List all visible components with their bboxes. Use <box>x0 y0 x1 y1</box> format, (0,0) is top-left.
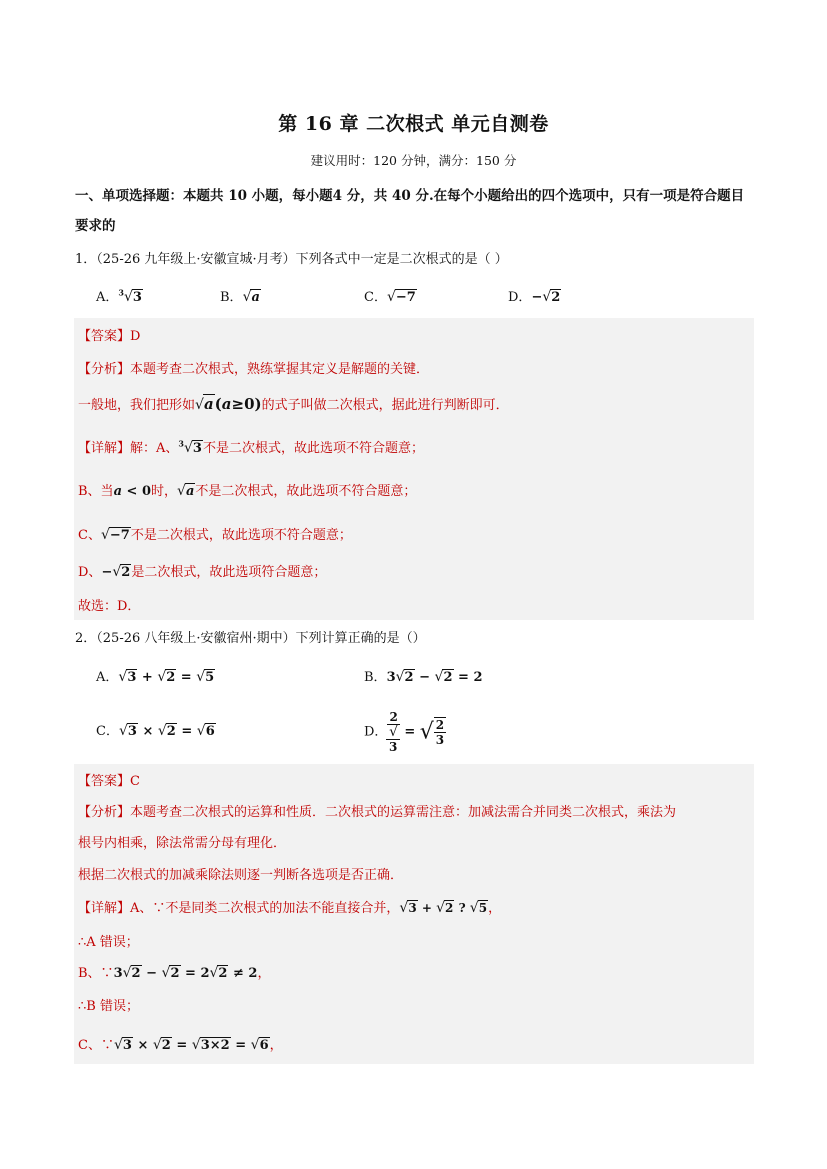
exam-time-score: 建议用时：120 分钟，满分：150 分 <box>310 153 517 168</box>
option-letter: D． <box>364 724 388 740</box>
q2-option-a: A．√3 + √2 = √5 <box>96 669 215 685</box>
analysis-text: 的式子叫做二次根式，据此进行判断即可． <box>261 398 509 413</box>
q1-detail-d: D、−√2是二次根式，故此选项符合题意； <box>78 564 327 580</box>
option-letter: C． <box>364 290 387 305</box>
q2-detail-b: B、∵3√2 − √2 = 2√2 ≠ 2， <box>78 965 271 981</box>
detail-text: B、∵ <box>78 966 114 981</box>
detail-text: B、当 <box>78 484 114 499</box>
q2-detail-a: 【详解】A、∵不是同类二次根式的加法不能直接合并，√3 + √2 ? √5， <box>78 900 502 916</box>
option-letter: B． <box>364 670 387 685</box>
q2-option-b: B．3√2 − √2 = 2 <box>364 669 483 685</box>
q2-analysis-cont: 根号内相乘，除法常需分母有理化． <box>78 836 287 851</box>
q1-analysis-2: 一般地，我们把形如√a(a≥0)的式子叫做二次根式，据此进行判断即可． <box>78 395 509 413</box>
section-heading: 一、单项选择题：本题共 10 小题，每小题4 分，共 40 分.在每个小题给出的四个选项中，只有一项是符合题目要求的 <box>75 188 745 234</box>
detail-text: 不是二次根式，故此选项不符合题意； <box>195 484 417 499</box>
q1-option-d: D．−√2 <box>508 289 561 305</box>
q2-detail-b-error: ∴B 错误； <box>78 999 139 1014</box>
detail-label: 【详解】 <box>78 441 131 456</box>
option-letter: D． <box>508 290 532 305</box>
detail-text: C、∵ <box>78 1038 114 1053</box>
question-2-stem: 2．（25-26 八年级上·安徽宿州·期中）下列计算正确的是（） <box>75 631 426 646</box>
q2-detail-c: C、∵√3 × √2 = √3×2 = √6， <box>78 1037 283 1053</box>
q1-answer-box <box>74 318 754 620</box>
detail-text: 是二次根式，故此选项符合题意； <box>131 565 327 580</box>
q1-answer: 【答案】D <box>78 329 141 344</box>
q1-detail-c: C、√−7不是二次根式，故此选项不符合题意； <box>78 527 352 543</box>
q2-analysis-2: 根据二次根式的加减乘除法则逐一判断各选项是否正确． <box>78 868 404 883</box>
detail-text: ， <box>269 1038 283 1053</box>
page-title: 第 16 章 二次根式 单元自测卷 <box>278 113 549 135</box>
q2-option-d: D． 2 √ 3 = √ $\frac{2}{3}$ <box>364 710 445 754</box>
detail-text: 不是二次根式，故此选项不符合题意； <box>130 528 352 543</box>
q2-option-c: C．√3 × √2 = √6 <box>96 723 215 739</box>
q2-answer-box <box>74 764 754 1064</box>
option-letter: A． <box>96 290 119 305</box>
analysis-text: 一般地，我们把形如 <box>78 398 196 413</box>
q1-option-c: C．√−7 <box>364 289 416 305</box>
q1-analysis <box>78 358 429 377</box>
detail-label: 【详解】 <box>78 901 131 916</box>
detail-text: 不是二次根式，故此选项不符合题意； <box>202 441 424 456</box>
detail-text: 解：A、 <box>130 441 179 456</box>
q1-option-a: A．$^3$√3 <box>96 287 142 305</box>
option-letter: B． <box>220 290 243 305</box>
analysis-text: 本题考查二次根式的运算和性质．二次根式的运算需注意：加减法需合并同类二次根式，乘法为 <box>130 805 677 820</box>
q2-answer: 【答案】C <box>78 774 140 789</box>
detail-text: 时， <box>151 484 178 499</box>
option-letter: A． <box>96 670 119 685</box>
analysis-label: 【分析】 <box>78 805 131 820</box>
q1-conclusion: 故选：D． <box>78 599 141 614</box>
analysis-label: 【分析】 <box>78 362 131 377</box>
detail-text: A、∵不是同类二次根式的加法不能直接合并， <box>130 901 400 916</box>
detail-text: C、 <box>78 528 101 543</box>
detail-text: ， <box>257 966 271 981</box>
detail-text: ， <box>488 901 502 916</box>
detail-text: D、 <box>78 565 102 580</box>
q2-detail-a-error: ∴A 错误； <box>78 935 139 950</box>
q1-detail-a: 【详解】解：A、$^3$√3不是二次根式，故此选项不符合题意； <box>78 438 424 456</box>
question-1-stem: 1．（25-26 九年级上·安徽宣城·月考）下列各式中一定是二次根式的是（ ） <box>75 252 508 267</box>
option-letter: C． <box>96 724 119 739</box>
q1-option-b: B．√a <box>220 289 260 305</box>
q1-detail-b: B、当a < 0时，√a不是二次根式，故此选项不符合题意； <box>78 483 417 499</box>
analysis-text: 本题考查二次根式，熟练掌握其定义是解题的关键． <box>130 362 430 377</box>
q2-analysis <box>78 801 676 820</box>
